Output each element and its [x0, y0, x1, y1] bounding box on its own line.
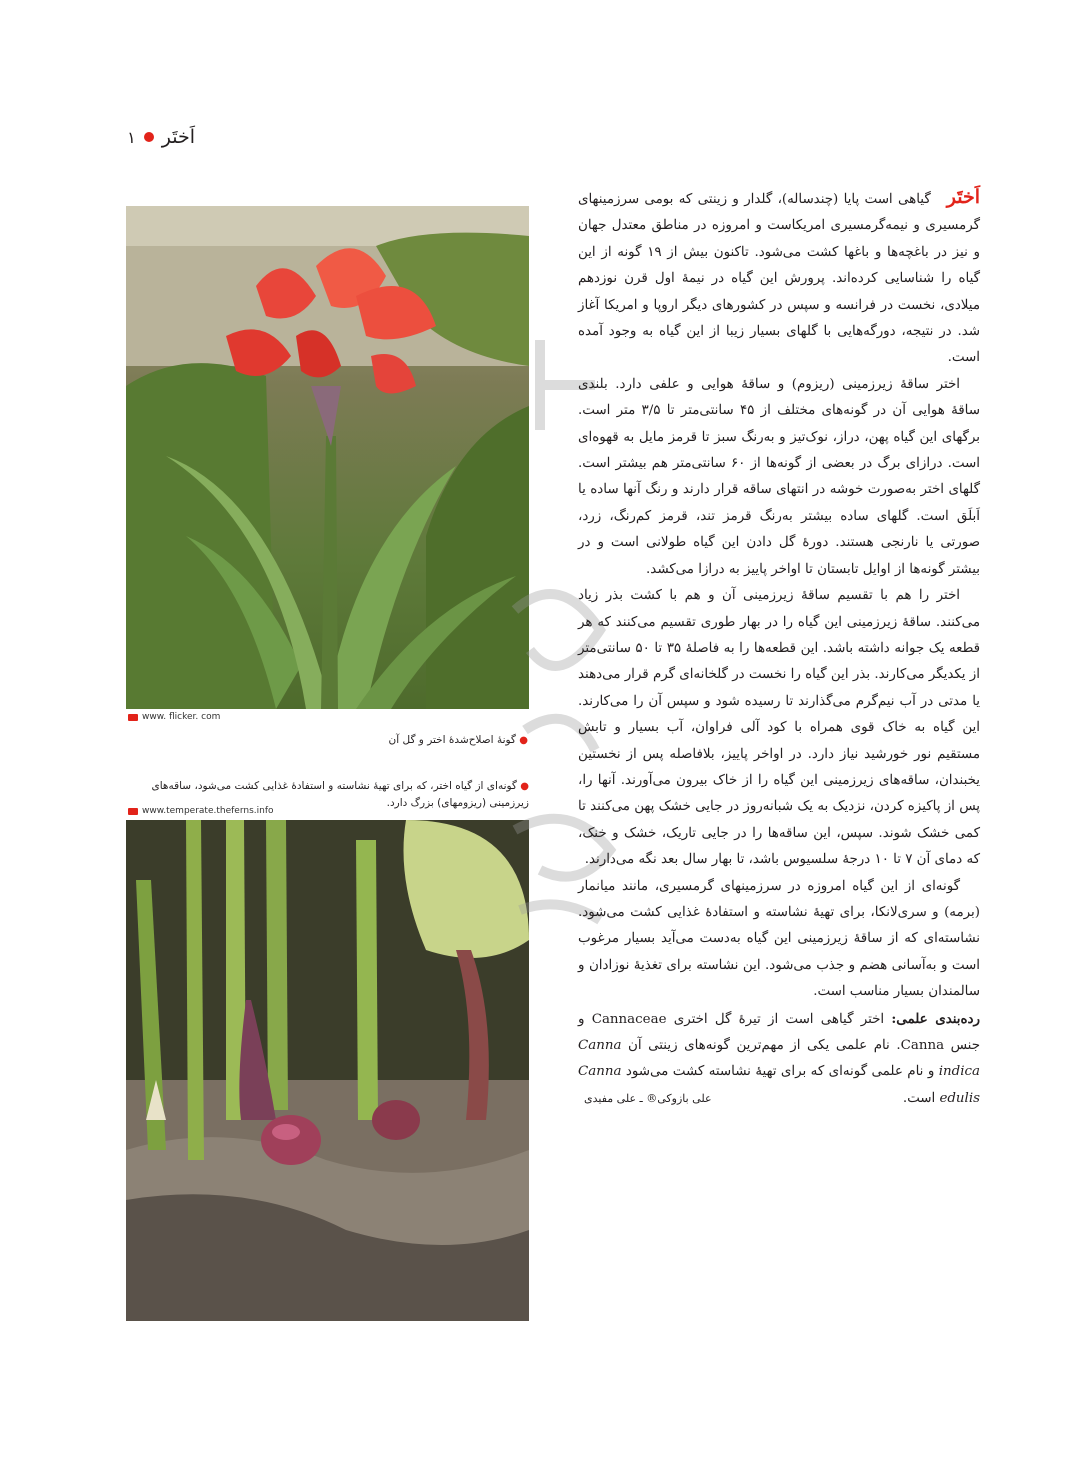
- paragraph-stems: اختر ساقهٔ زیرزمینی (ریزوم) و ساقهٔ هوایی و علفی دارد. بلندی ساقهٔ هوایی آن در گونه‌های مختلف از ۴۵ سانتی‌متر تا ۳/۵ متر است. برگهای این گیاه پهن، دراز، نوک‌تیز و به‌رنگ سبز تا قرمز مایل به قهوه‌ای است. درازای برگ در بعضی از گونه‌ها از ۶۰ سانتی‌متر هم بیشتر است. گلهای اختر به‌صورت خوشه در انتهای ساقه قرار دارند و رنگ آنها ساده یا اَبلَق است. گلهای ساده بیشتر به‌رنگ قرمز تند، قرمز کم‌رنگ، زرد، صورتی یا نارنجی هستند. دورهٔ گل دادن این گیاه طولانی است و در بیشتر گونه‌ها از اوایل تابستان تا اواخر پاییز به درازا می‌کشد.: [578, 376, 980, 577]
- running-header-title: اَختَر: [161, 126, 195, 148]
- camera-icon: [128, 808, 138, 815]
- article-authors: علی بازوکی® ـ علی مفیدی: [584, 1091, 712, 1105]
- canna-rhizome-photo: [126, 820, 529, 1321]
- caption-bullet-icon: ●: [520, 781, 529, 792]
- paragraph-intro: اَختَر گیاهی است پایا (چندساله)، گلدار و زینتی که بومی سرزمینهای گرمسیری و نیمه‌گرمسیری امریکاست و امروزه در مناطق معتدل جهان و نیز در باغچه‌ها و باغها کشت می‌شود. تاکنون بیش از ۱۹ گونه از این گیاه را شناسایی کرده‌اند. پرورش این گیاه در نیمهٔ اول قرن نوزدهم میلادی، نخست در فرانسه و سپس در کشورهای دیگر اروپا و امریکا آغاز شد. در نتیجه، دورگه‌هایی با گلهای بسیار زیبا از این گیاه به وجود آمده است.: [578, 186, 980, 366]
- caption-bullet-icon: ●: [519, 735, 528, 746]
- article-headword: اَختَر: [946, 186, 980, 208]
- paragraph-starch: گونه‌ای از این گیاه امروزه در سرزمینهای گرمسیری، مانند میانمار (برمه) و سری‌لانکا، برای تهیهٔ نشاسته و استفادهٔ غذایی کشت می‌شود. نشاسته‌ای که از ساقهٔ زیرزمینی این گیاه به‌دست می‌آید بسیار مرغوب است و به‌آسانی هضم و جذب می‌شود. این نشاسته برای تغذیهٔ نوزادان و سالمندان بسیار مناسب است.: [578, 878, 980, 1000]
- photo2-caption: ● گونه‌ای از گیاه اختر، که برای تهیهٔ نشاسته و استفادهٔ غذایی کشت می‌شود، ساقه‌های زیرزمینی (ریزومهای) بزرگ دارد.: [151, 780, 529, 809]
- camera-icon: [128, 714, 138, 721]
- paragraph-classification: رده‌بندی علمی: اختر گیاهی است از تیرهٔ گل اختری Cannaceae و جنس Canna. نام علمی یکی از مهم‌ترین گونه‌های زینتی آن Canna indica و نام علمی گونه‌ای که برای تهیهٔ نشاسته کشت می‌شود Canna edulis است. علی بازوکی® ـ علی مفیدی: [578, 1006, 980, 1113]
- article-body: [578, 184, 980, 1112]
- photo1-caption: ● گونهٔ اصلاح‌شدهٔ اختر و گل آن: [388, 734, 528, 746]
- paragraph-propagation: اختر را هم با تقسیم ساقهٔ زیرزمینی آن و هم با کشت بذر زیاد می‌کنند. ساقهٔ زیرزمینی این گیاه را در بهار طوری تقسیم می‌کنند که هر قطعه یک جوانه داشته باشد. این قطعه‌ها را به فاصلهٔ ۳۵ تا ۵۰ سانتی‌متر از یکدیگر می‌کارند. بذر این گیاه را نخست در گلخانه‌ای گرم قرار می‌دهند یا مدتی در آب نیم‌گرم می‌گذارند تا رسیده شود و سپس آن را می‌کارند. این گیاه به خاک قوی همراه با کود آلی فراوان، آب بسیار و تابش مستقیم نور خورشید نیاز دارد. در اواخر پاییز، بلافاصله پس از نخستین یخبندان، ساقه‌های زیرزمینی این گیاه را از خاک بیرون می‌آورند. آنها را، پس از پاکیزه کردن، نزدیک به یک شبانه‌روز در جایی خشک پهن می‌کنند تا کمی خشک شوند. سپس، این ساقه‌ها را در جایی تاریک، خشک و خنک، که دمای آن ۷ تا ۱۰ درجهٔ سلسیوس باشد، تا بهار سال بعد نگه می‌دارند.: [578, 588, 980, 868]
- page-number: ۱: [127, 127, 136, 147]
- photo2-credit: www.temperate.theferns.info: [128, 806, 274, 816]
- canna-flower-photo: [126, 206, 529, 709]
- header-bullet-icon: [144, 132, 154, 142]
- canna-rhizome-illustration: [126, 820, 529, 1321]
- photo1-credit: www. flicker. com: [128, 712, 220, 722]
- canna-flower-illustration: [126, 206, 529, 709]
- running-header: [120, 122, 195, 152]
